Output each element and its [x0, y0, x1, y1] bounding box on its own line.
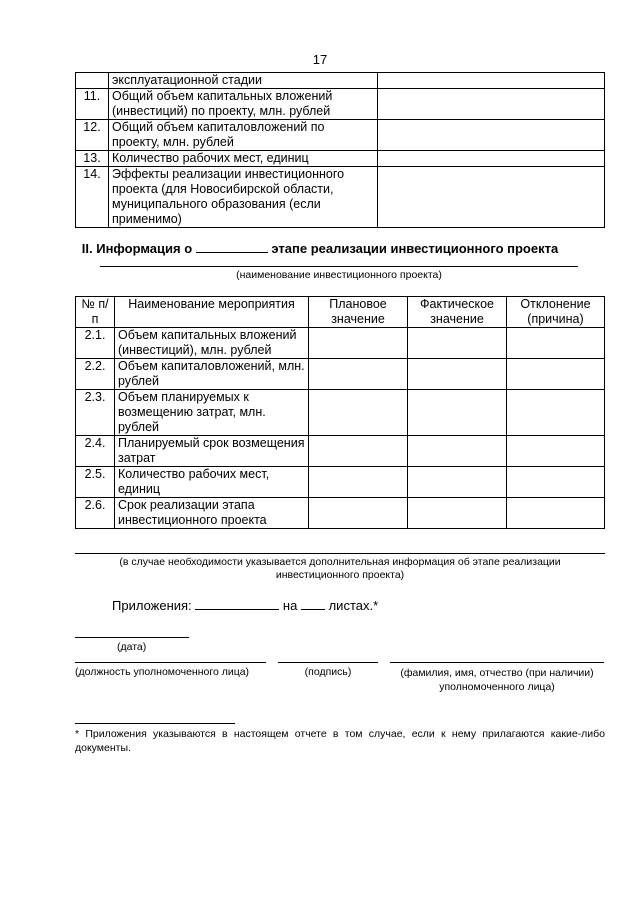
table-row — [76, 167, 605, 228]
row-number: 14. — [76, 167, 109, 228]
row-number: 2.4. — [76, 436, 115, 467]
row-description: Количество рабочих мест, единиц — [109, 151, 378, 167]
planned-cell — [309, 498, 408, 529]
row-description: Общий объем капиталовложений по проекту, млн. рублей — [109, 120, 378, 151]
header-number: № п/п — [76, 297, 115, 328]
table-row — [76, 151, 605, 167]
additional-info-caption: (в случае необходимости указывается дополнительная информация об этапе реализации инвестиционного проекта) — [119, 556, 561, 581]
table-row — [76, 73, 605, 89]
position-line — [75, 662, 266, 663]
row-number: 2.3. — [76, 390, 115, 436]
footnote-separator — [75, 723, 235, 724]
planned-cell — [309, 436, 408, 467]
planned-cell — [309, 390, 408, 436]
attachments-blank — [195, 597, 279, 610]
signature-caption: (подпись) — [304, 666, 352, 678]
table-row — [76, 436, 605, 467]
deviation-cell — [507, 498, 605, 529]
table-row — [76, 89, 605, 120]
row-description: Объем капитальных вложений (инвестиций), млн. рублей — [115, 328, 309, 359]
footnote: * Приложения указываются в настоящем отчете в том случае, если к нему прилагаются какие-либо документы. — [75, 728, 605, 754]
actual-cell — [408, 359, 507, 390]
header-measure: Наименование мероприятия — [115, 297, 309, 328]
page-number: 17 — [312, 52, 328, 67]
row-description: Количество рабочих мест, единиц — [115, 467, 309, 498]
row-description: Объем капиталовложений, млн. рублей — [115, 359, 309, 390]
row-description: Объем планируемых к возмещению затрат, млн. рублей — [115, 390, 309, 436]
deviation-cell — [507, 328, 605, 359]
name-caption: (фамилия, имя, отчество (при наличии) уполномоченного лица) — [400, 667, 594, 693]
table-row — [76, 390, 605, 436]
actual-cell — [408, 498, 507, 529]
actual-cell — [408, 328, 507, 359]
row-number — [76, 73, 109, 89]
row-value-cell — [378, 151, 605, 167]
row-number: 2.5. — [76, 467, 115, 498]
attachments-line — [112, 597, 378, 613]
row-value-cell — [378, 120, 605, 151]
table-row — [76, 328, 605, 359]
project-name-line — [100, 266, 578, 267]
row-value-cell — [378, 89, 605, 120]
project-name-caption: (наименование инвестиционного проекта) — [236, 269, 442, 281]
row-number: 13. — [76, 151, 109, 167]
section-title — [0, 240, 640, 256]
row-description: эксплуатационной стадии — [109, 73, 378, 89]
row-value-cell — [378, 73, 605, 89]
additional-info-line — [75, 553, 605, 554]
project-summary-table — [75, 72, 605, 228]
date-caption: (дата) — [117, 641, 147, 653]
row-value-cell — [378, 167, 605, 228]
deviation-cell — [507, 359, 605, 390]
deviation-cell — [507, 390, 605, 436]
section-title-prefix: II. Информация о — [81, 241, 193, 256]
stage-info-table — [75, 296, 605, 529]
actual-cell — [408, 467, 507, 498]
position-caption: (должность уполномоченного лица) — [75, 666, 250, 678]
deviation-cell — [507, 436, 605, 467]
table-row — [76, 498, 605, 529]
row-description: Срок реализации этапа инвестиционного проекта — [115, 498, 309, 529]
row-description: Эффекты реализации инвестиционного проекта (для Новосибирской области, муниципального образования (если применимо) — [109, 167, 378, 228]
header-actual: Фактическое значение — [408, 297, 507, 328]
stage-blank — [196, 240, 268, 253]
header-deviation: Отклонение (причина) — [507, 297, 605, 328]
attachments-label: Приложения: — [112, 598, 192, 613]
row-number: 12. — [76, 120, 109, 151]
row-description: Общий объем капитальных вложений (инвестиций) по проекту, млн. рублей — [109, 89, 378, 120]
name-line — [390, 662, 604, 663]
attachments-on: на — [282, 598, 298, 613]
planned-cell — [309, 467, 408, 498]
table-row — [76, 359, 605, 390]
signature-line — [278, 662, 378, 663]
table-row — [76, 467, 605, 498]
section-title-suffix: этапе реализации инвестиционного проекта — [271, 241, 559, 256]
row-description: Планируемый срок возмещения затрат — [115, 436, 309, 467]
row-number: 11. — [76, 89, 109, 120]
row-number: 2.2. — [76, 359, 115, 390]
planned-cell — [309, 359, 408, 390]
table-row — [76, 120, 605, 151]
row-number: 2.1. — [76, 328, 115, 359]
row-number: 2.6. — [76, 498, 115, 529]
header-planned: Плановое значение — [309, 297, 408, 328]
table-header-row — [76, 297, 605, 328]
actual-cell — [408, 390, 507, 436]
date-line — [75, 637, 189, 638]
sheets-count-blank — [301, 597, 325, 610]
planned-cell — [309, 328, 408, 359]
attachments-sheets: листах.* — [328, 598, 379, 613]
deviation-cell — [507, 467, 605, 498]
actual-cell — [408, 436, 507, 467]
